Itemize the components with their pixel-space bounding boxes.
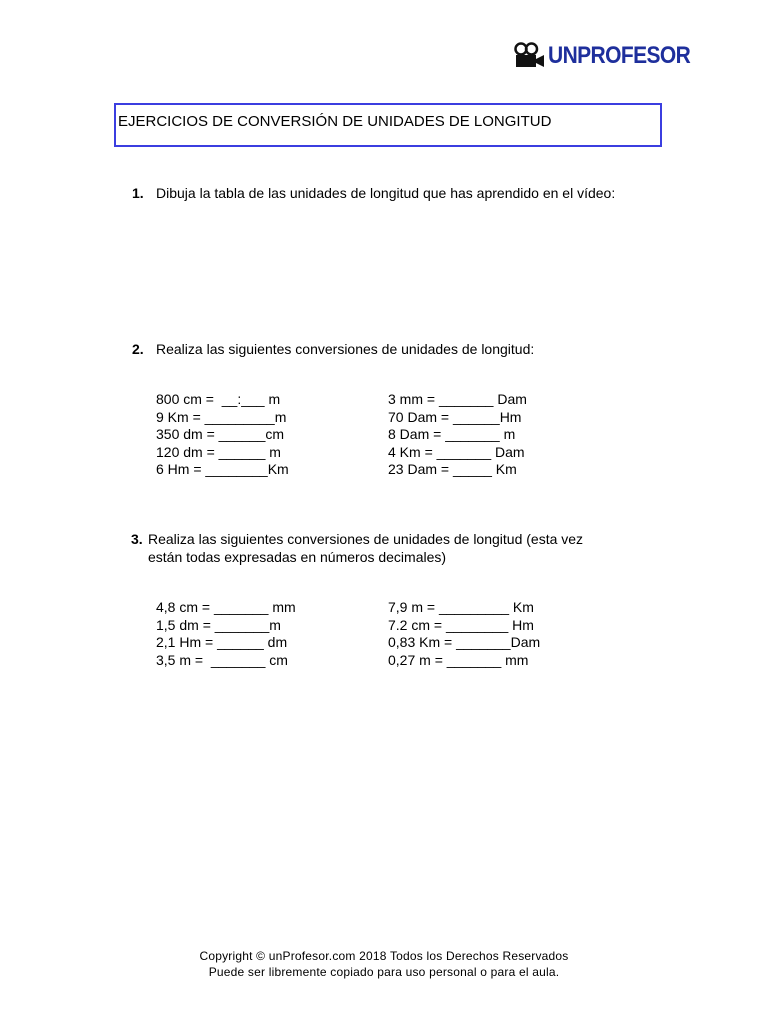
conversion-item: 2,1 Hm = ______ dm — [156, 634, 288, 650]
conversion-item: 9 Km = _________m — [156, 408, 287, 425]
conversion-item: 7,9 m = _________ Km — [388, 599, 534, 615]
brand-name: UNPROFESOR — [548, 42, 691, 69]
exercise-1-number: 1. — [132, 185, 144, 201]
conversion-item: 6 Hm = ________Km — [156, 461, 289, 477]
exercise-1-text: Dibuja la tabla de las unidades de longitud que has aprendido en el vídeo: — [156, 185, 616, 201]
exercise-3-number: 3. — [131, 531, 143, 547]
conversion-item: 3,5 m = _______ cm — [156, 651, 288, 668]
conversion-item: 70 Dam = ______Hm — [388, 408, 522, 425]
conversion-item: 0,27 m = _______ mm — [388, 651, 529, 668]
conversion-item: 800 cm = __:___ m — [156, 391, 281, 407]
footer-license: Puede ser libremente copiado para uso personal o para el aula. — [208, 965, 560, 979]
conversion-item: 0,83 Km = _______Dam — [388, 634, 541, 650]
brand-logo — [513, 42, 690, 70]
conversion-item: 3 mm = _______ Dam — [388, 391, 527, 407]
exercise-2-number: 2. — [132, 341, 144, 357]
title-box — [114, 103, 662, 147]
exercise-3-text-line2: están todas expresadas en números decimales) — [148, 549, 447, 565]
conversion-item: 23 Dam = _____ Km — [388, 461, 517, 477]
conversion-item: 1,5 dm = _______m — [156, 616, 281, 633]
exercise-2-text: Realiza las siguientes conversiones de unidades de longitud: — [156, 341, 535, 357]
conversion-item: 7.2 cm = ________ Hm — [388, 616, 534, 633]
conversion-item: 4,8 cm = _______ mm — [156, 599, 296, 615]
footer-copyright: Copyright © unProfesor.com 2018 Todos los Derechos Reservados — [199, 949, 569, 963]
exercise-2-left-column — [156, 391, 289, 479]
film-camera-icon — [513, 42, 545, 70]
exercise-2-right-column — [388, 391, 527, 479]
exercise-3-text-line1: Realiza las siguientes conversiones de unidades de longitud (esta vez — [148, 531, 584, 547]
footer — [0, 948, 768, 980]
conversion-item: 350 dm = ______cm — [156, 426, 285, 442]
conversion-item: 120 dm = ______ m — [156, 443, 281, 460]
exercise-3-left-column — [156, 599, 296, 669]
conversion-item: 8 Dam = _______ m — [388, 426, 516, 442]
page-title: EJERCICIOS DE CONVERSIÓN DE UNIDADES DE LONGITUD — [118, 113, 552, 130]
conversion-item: 4 Km = _______ Dam — [388, 443, 525, 460]
exercise-3-right-column — [388, 599, 540, 669]
